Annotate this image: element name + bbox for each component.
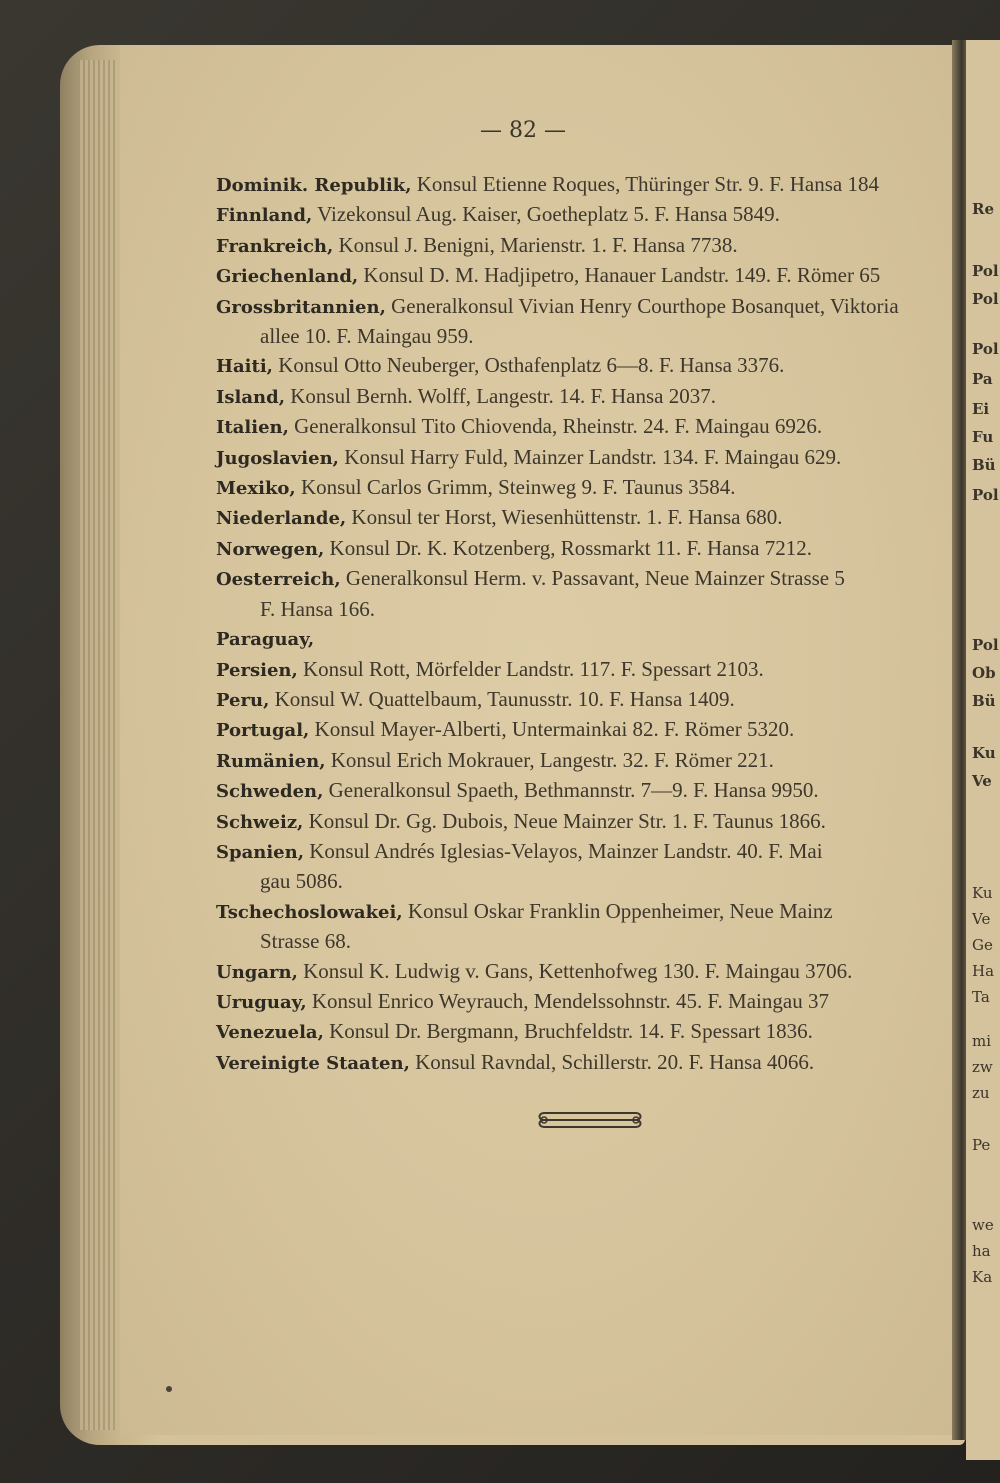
list-item xyxy=(216,170,956,200)
list-item xyxy=(216,776,956,806)
page-number: — 82 — xyxy=(480,118,566,143)
country-name: Tschechoslowakei, xyxy=(216,901,403,923)
country-name: Italien, xyxy=(216,417,289,439)
adjacent-page-fragment: Re xyxy=(972,200,995,218)
adjacent-page-fragment: Ob xyxy=(972,664,996,682)
adjacent-page-fragment: Pol xyxy=(972,262,999,280)
margin-dot xyxy=(166,1386,172,1392)
list-item xyxy=(216,503,956,533)
consul-details: Konsul ter Horst, Wiesenhüttenstr. 1. F. Hansa 680. xyxy=(346,505,783,530)
country-name: Finnland, xyxy=(216,205,313,227)
country-name: Grossbritannien, xyxy=(216,296,386,318)
consul-details: Konsul Dr. Bergmann, Bruchfeldstr. 14. F. Spessart 1836. xyxy=(323,1019,813,1044)
consul-details: Vizekonsul Aug. Kaiser, Goetheplatz 5. F. Hansa 5849. xyxy=(312,202,780,227)
consul-details: Konsul Mayer-Alberti, Untermainkai 82. F. Römer 5320. xyxy=(309,717,795,742)
adjacent-page-fragment: Bü xyxy=(972,692,996,710)
consul-details: Konsul Erich Mokrauer, Langestr. 32. F. Römer 221. xyxy=(325,747,774,772)
consul-details: Konsul Ravndal, Schillerstr. 20. F. Hansa 4066. xyxy=(409,1049,815,1074)
adjacent-page-fragment: Fu xyxy=(972,428,994,446)
consul-details: Generalkonsul Herm. v. Passavant, Neue Mainzer Strasse 5 xyxy=(340,566,845,591)
consul-details-continued: F. Hansa 166. xyxy=(260,596,375,621)
page-edges xyxy=(78,60,118,1430)
consul-details: Konsul D. M. Hadjipetro, Hanauer Landstr. 149. F. Römer 65 xyxy=(358,263,881,288)
consul-details-continued: gau 5086. xyxy=(260,869,343,894)
consul-details: Konsul Etienne Roques, Thüringer Str. 9. F. Hansa 184 xyxy=(411,172,879,196)
list-item xyxy=(216,261,956,291)
consul-details-continued: Strasse 68. xyxy=(260,929,351,954)
country-name: Jugoslavien, xyxy=(216,447,339,469)
consulate-list xyxy=(216,170,956,1078)
consul-details: Generalkonsul Tito Chiovenda, Rheinstr. 24. F. Maingau 6926. xyxy=(288,414,823,439)
list-item xyxy=(216,443,956,473)
adjacent-page-fragment: ha xyxy=(972,1242,991,1260)
list-item xyxy=(216,473,956,503)
consul-details: Konsul Dr. Gg. Dubois, Neue Mainzer Str. 1. F. Taunus 1866. xyxy=(303,808,826,833)
country-name: Norwegen, xyxy=(216,538,325,560)
adjacent-page-fragment: zu xyxy=(972,1084,990,1102)
consul-details: Konsul J. Benigni, Marienstr. 1. F. Hansa 7738. xyxy=(333,232,738,257)
adjacent-page-fragment: Ha xyxy=(972,962,995,980)
list-item xyxy=(216,957,956,987)
list-item xyxy=(216,412,956,442)
consul-details-continued: allee 10. F. Maingau 959. xyxy=(260,324,474,349)
country-name: Ungarn, xyxy=(216,961,298,983)
consul-details: Generalkonsul Spaeth, Bethmannstr. 7—9. F. Hansa 9950. xyxy=(323,778,819,803)
adjacent-page-fragment: zw xyxy=(972,1058,993,1076)
consul-details: Konsul Rott, Mörfelder Landstr. 117. F. Spessart 2103. xyxy=(297,656,764,681)
country-name: Schweiz, xyxy=(216,811,304,833)
country-name: Haiti, xyxy=(216,356,273,378)
consul-details: Generalkonsul Vivian Henry Courthope Bosanquet, Viktoria xyxy=(385,293,899,318)
country-name: Niederlande, xyxy=(216,508,347,530)
scroll-ornament-icon xyxy=(536,1108,644,1132)
country-name: Dominik. Republik, xyxy=(216,175,412,196)
list-item xyxy=(216,685,956,715)
adjacent-page-fragment: Pol xyxy=(972,290,999,308)
country-name: Oesterreich, xyxy=(216,569,341,591)
country-name: Griechenland, xyxy=(216,266,359,288)
list-item xyxy=(216,715,956,745)
adjacent-page-fragment: Ku xyxy=(972,744,996,762)
country-name: Island, xyxy=(216,386,285,408)
adjacent-page-fragment: mi xyxy=(972,1032,992,1050)
adjacent-page-fragment: Pe xyxy=(972,1136,991,1154)
consul-details: Konsul Enrico Weyrauch, Mendelssohnstr. 45. F. Maingau 37 xyxy=(306,988,829,1013)
consul-details: Konsul Oskar Franklin Oppenheimer, Neue Mainz xyxy=(402,898,833,923)
country-name: Spanien, xyxy=(216,841,304,863)
country-name: Peru, xyxy=(216,689,270,711)
adjacent-page-fragment: Pa xyxy=(972,370,993,388)
adjacent-page-fragment: we xyxy=(972,1216,994,1234)
consul-details: Konsul Harry Fuld, Mainzer Landstr. 134. F. Maingau 629. xyxy=(338,444,842,469)
adjacent-page-fragment: Bü xyxy=(972,456,996,474)
adjacent-page-fragment: Ei xyxy=(972,400,990,418)
adjacent-page-fragment: Ve xyxy=(972,910,991,928)
list-item xyxy=(216,231,956,261)
adjacent-page-fragment: Ka xyxy=(972,1268,993,1286)
adjacent-page-fragment: Ve xyxy=(972,772,992,790)
consul-details: Konsul Andrés Iglesias-Velayos, Mainzer Landstr. 40. F. Mai xyxy=(303,838,823,863)
list-item xyxy=(216,655,956,685)
list-item xyxy=(216,897,956,957)
list-item xyxy=(216,534,956,564)
country-name: Schweden, xyxy=(216,781,324,803)
list-item xyxy=(216,1017,956,1047)
list-item xyxy=(216,382,956,412)
list-item xyxy=(216,746,956,776)
consul-details: Konsul K. Ludwig v. Gans, Kettenhofweg 130. F. Maingau 3706. xyxy=(297,958,853,983)
adjacent-page xyxy=(966,40,1000,1460)
adjacent-page-fragment: Ge xyxy=(972,936,993,954)
adjacent-page-fragment: Pol xyxy=(972,486,999,504)
country-name: Rumänien, xyxy=(216,750,326,772)
country-name: Venezuela, xyxy=(216,1022,324,1044)
list-item xyxy=(216,1048,956,1078)
adjacent-page-fragment: Pol xyxy=(972,636,999,654)
list-item xyxy=(216,351,956,381)
list-item xyxy=(216,200,956,230)
country-name: Vereinigte Staaten, xyxy=(216,1052,410,1074)
country-name: Uruguay, xyxy=(216,991,307,1013)
consul-details: Konsul Bernh. Wolff, Langestr. 14. F. Hansa 2037. xyxy=(285,383,716,408)
consul-details: Konsul Otto Neuberger, Osthafenplatz 6—8. F. Hansa 3376. xyxy=(272,353,785,378)
adjacent-page-fragment: Pol xyxy=(972,340,999,358)
adjacent-page-fragment: Ku xyxy=(972,884,993,902)
list-item xyxy=(216,837,956,897)
consul-details: Konsul W. Quattelbaum, Taunusstr. 10. F. Hansa 1409. xyxy=(269,686,735,711)
list-item xyxy=(216,564,956,624)
list-item xyxy=(216,624,956,654)
country-name: Paraguay, xyxy=(216,629,315,651)
list-item xyxy=(216,292,956,352)
country-name: Persien, xyxy=(216,659,298,681)
consul-details: Konsul Dr. K. Kotzenberg, Rossmarkt 11. F. Hansa 7212. xyxy=(324,535,812,560)
list-item xyxy=(216,807,956,837)
list-item xyxy=(216,987,956,1017)
adjacent-page-fragment: Ta xyxy=(972,988,990,1006)
country-name: Frankreich, xyxy=(216,235,334,257)
country-name: Mexiko, xyxy=(216,478,296,500)
consul-details: Konsul Carlos Grimm, Steinweg 9. F. Taunus 3584. xyxy=(295,475,736,500)
country-name: Portugal, xyxy=(216,720,310,742)
